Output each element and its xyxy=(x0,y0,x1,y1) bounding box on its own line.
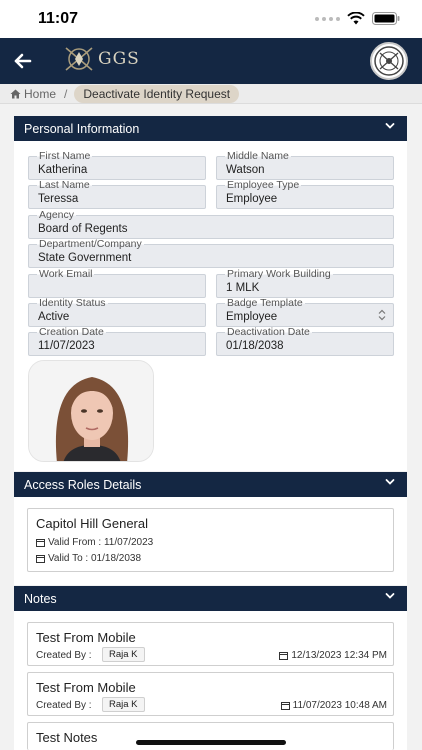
employee-type-value: Employee xyxy=(226,193,278,205)
breadcrumb-current: Deactivate Identity Request xyxy=(74,85,239,103)
middle-name-value: Watson xyxy=(226,164,265,176)
note-author-chip: Raja K xyxy=(102,697,145,712)
wifi-icon xyxy=(347,12,365,25)
note-date xyxy=(279,650,387,661)
personal-info-header[interactable] xyxy=(14,116,407,141)
employee-type-label: Employee Type xyxy=(227,179,300,191)
battery-icon xyxy=(372,12,400,25)
app-header xyxy=(0,38,422,84)
signal-icon xyxy=(315,17,340,21)
valid-to xyxy=(36,553,141,564)
calendar-icon xyxy=(281,701,290,710)
employee-type-field[interactable] xyxy=(216,179,394,209)
breadcrumb xyxy=(0,84,422,104)
valid-to-text: Valid To : 01/18/2038 xyxy=(48,553,142,564)
access-roles-header[interactable] xyxy=(14,472,407,497)
last-name-label: Last Name xyxy=(39,179,90,191)
first-name-label: First Name xyxy=(39,150,91,162)
agency-value: Board of Regents xyxy=(38,223,128,235)
valid-from xyxy=(36,537,153,548)
note-created-by-label: Created By : xyxy=(36,650,92,661)
breadcrumb-home[interactable] xyxy=(10,87,56,101)
status-bar xyxy=(0,0,422,38)
chevron-down-icon[interactable] xyxy=(385,591,395,601)
app-logo xyxy=(62,42,140,76)
first-name-value: Katherina xyxy=(38,164,88,176)
notes-title: Notes xyxy=(24,591,57,606)
note-created-by-label: Created By : xyxy=(36,700,92,711)
note-author-chip: Raja K xyxy=(102,647,145,662)
access-role-name: Capitol Hill General xyxy=(36,516,148,531)
primary-building-field[interactable] xyxy=(216,268,394,298)
note-card[interactable] xyxy=(27,722,394,750)
middle-name-field[interactable] xyxy=(216,150,394,180)
deactivation-date-field[interactable] xyxy=(216,326,394,356)
department-label: Department/Company xyxy=(39,238,142,250)
note-date-text: 11/07/2023 10:48 AM xyxy=(292,700,387,711)
creation-date-field[interactable] xyxy=(28,326,206,356)
identity-status-value: Active xyxy=(38,311,70,323)
identity-photo[interactable] xyxy=(28,360,154,462)
primary-building-label: Primary Work Building xyxy=(227,268,331,280)
chevron-down-icon[interactable] xyxy=(385,477,395,487)
ggs-emblem-icon xyxy=(62,42,96,76)
home-icon xyxy=(10,89,21,99)
notes-header[interactable] xyxy=(14,586,407,611)
back-arrow-icon[interactable] xyxy=(12,50,34,72)
note-card[interactable] xyxy=(27,672,394,716)
status-time: 11:07 xyxy=(38,10,79,27)
last-name-value: Teressa xyxy=(38,193,79,205)
badge-template-select[interactable] xyxy=(216,297,394,327)
department-field[interactable] xyxy=(28,238,394,268)
select-arrows-icon xyxy=(377,309,387,321)
note-title: Test Notes xyxy=(36,730,98,745)
valid-from-text: Valid From : 11/07/2023 xyxy=(48,537,154,548)
note-card[interactable] xyxy=(27,622,394,666)
agency-label: Agency xyxy=(39,209,75,221)
note-date xyxy=(281,700,387,711)
note-title: Test From Mobile xyxy=(36,630,136,645)
note-date-text: 12/13/2023 12:34 PM xyxy=(291,650,387,661)
seal-icon xyxy=(372,44,406,78)
portrait-image xyxy=(29,361,154,462)
creation-date-label: Creation Date xyxy=(39,326,104,338)
chevron-down-icon[interactable] xyxy=(385,121,395,131)
primary-building-value: 1 MLK xyxy=(226,282,260,294)
access-roles-title: Access Roles Details xyxy=(24,477,142,492)
breadcrumb-home-label: Home xyxy=(24,86,57,101)
calendar-icon xyxy=(279,651,288,660)
agency-seal-avatar[interactable] xyxy=(370,42,408,80)
breadcrumb-separator: / xyxy=(64,86,68,101)
middle-name-label: Middle Name xyxy=(227,150,289,162)
first-name-field[interactable] xyxy=(28,150,206,180)
creation-date-value: 11/07/2023 xyxy=(38,340,95,352)
deactivation-date-value: 01/18/2038 xyxy=(226,340,284,352)
status-icons xyxy=(315,12,400,25)
identity-status-label: Identity Status xyxy=(39,297,106,309)
app-logo-text: GGS xyxy=(98,49,140,69)
deactivation-date-label: Deactivation Date xyxy=(227,326,310,338)
badge-template-label: Badge Template xyxy=(227,297,303,309)
calendar-icon xyxy=(36,538,45,547)
home-indicator[interactable] xyxy=(136,740,286,745)
badge-template-value: Employee xyxy=(226,311,278,323)
note-title: Test From Mobile xyxy=(36,680,136,695)
identity-status-field[interactable] xyxy=(28,297,206,327)
work-email-field[interactable] xyxy=(28,268,206,298)
last-name-field[interactable] xyxy=(28,179,206,209)
personal-info-title: Personal Information xyxy=(24,121,140,136)
agency-field[interactable] xyxy=(28,209,394,239)
work-email-label: Work Email xyxy=(39,268,93,280)
department-value: State Government xyxy=(38,252,132,264)
access-role-card[interactable] xyxy=(27,508,394,572)
calendar-icon xyxy=(36,554,45,563)
